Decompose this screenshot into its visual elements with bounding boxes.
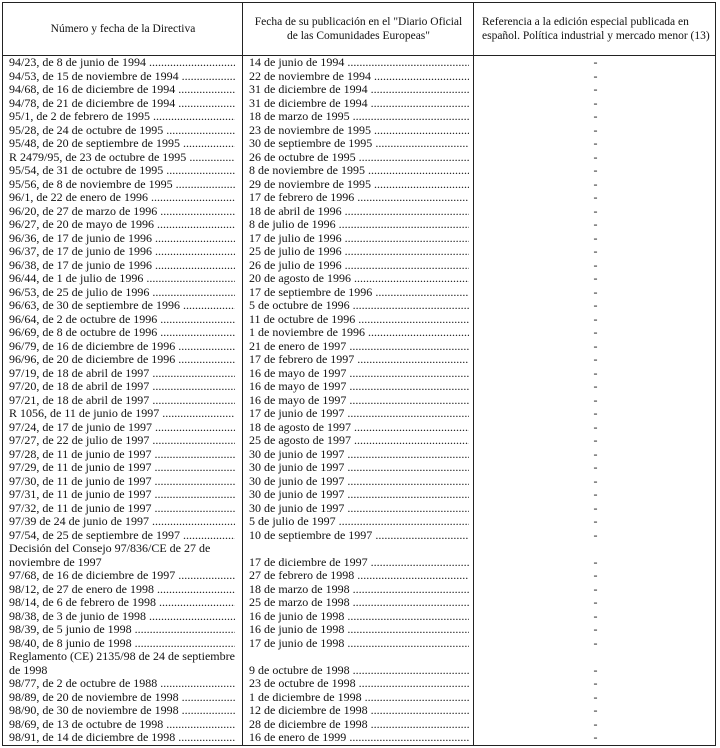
reference-cell: - xyxy=(593,608,598,623)
publication-text: 25 de marzo de 1998 xyxy=(249,596,350,609)
directive-text: 96/79, de 16 de diciembre de 1996 xyxy=(9,339,176,353)
publication-text: 18 de agosto de 1997 xyxy=(249,420,351,434)
table-row xyxy=(3,124,715,138)
directive-cell xyxy=(9,583,235,597)
publication-cell xyxy=(249,569,469,583)
publication-cell xyxy=(249,232,469,246)
directive-text: 95/56, de 8 de noviembre de 1995 xyxy=(9,177,173,191)
publication-cell xyxy=(249,245,469,259)
publication-cell xyxy=(249,475,469,489)
publication-cell xyxy=(249,110,469,124)
table-row xyxy=(3,677,715,691)
directive-text: 97/20, de 18 de abril de 1997 xyxy=(9,380,150,393)
reference-cell: - xyxy=(593,500,598,515)
publication-text: 16 de enero de 1999 xyxy=(249,731,347,744)
directive-cell xyxy=(9,610,235,624)
reference-cell: - xyxy=(593,514,598,528)
directive-cell xyxy=(9,97,235,111)
table-row xyxy=(3,97,715,111)
directive-text: Decisión del Consejo 97/836/CE de 27 de noviembre de 1997 xyxy=(9,542,211,569)
publication-text: 27 de febrero de 1998 xyxy=(249,569,355,582)
directive-text: 97/19, de 18 de abril de 1997 xyxy=(9,366,150,380)
reference-cell: - xyxy=(593,82,598,96)
publication-cell xyxy=(249,299,469,313)
directive-text: 96/36, de 17 de junio de 1996 xyxy=(9,231,152,245)
directive-text: 98/69, de 13 de octubre de 1998 xyxy=(9,717,164,731)
directive-cell xyxy=(9,326,235,340)
table-row xyxy=(3,542,715,569)
publication-cell xyxy=(249,691,469,705)
directive-cell xyxy=(9,353,235,367)
publication-text: 16 de junio de 1998 xyxy=(249,609,345,623)
publication-cell xyxy=(249,421,469,435)
reference-cell: - xyxy=(593,163,598,177)
publication-cell xyxy=(249,664,469,678)
reference-cell: - xyxy=(593,203,598,218)
directive-cell xyxy=(9,367,235,381)
directive-text: 97/30, de 11 de junio de 1997 xyxy=(9,474,152,488)
table-row xyxy=(3,731,715,745)
directive-cell xyxy=(9,110,235,124)
directive-text: Reglamento (CE) 2135/98 de 24 de septiembre de 1998 xyxy=(9,650,235,677)
directive-text: 97/31, de 11 de junio de 1997 xyxy=(9,488,152,501)
publication-cell xyxy=(249,191,469,205)
table-row xyxy=(3,650,715,677)
reference-cell: - xyxy=(593,473,598,488)
publication-text: 28 de diciembre de 1998 xyxy=(249,717,368,731)
table-row xyxy=(3,380,715,394)
table-row xyxy=(3,421,715,435)
directive-cell xyxy=(9,340,235,354)
publication-text: 31 de diciembre de 1994 xyxy=(249,96,368,110)
publication-cell xyxy=(249,286,469,300)
directive-text: 98/14, de 6 de febrero de 1998 xyxy=(9,596,156,609)
publication-cell xyxy=(249,97,469,111)
table-row xyxy=(3,488,715,502)
table-row xyxy=(3,272,715,286)
publication-text: 30 de junio de 1997 xyxy=(249,474,345,488)
directive-text: 96/44, de 1 de julio de 1996 xyxy=(9,272,144,285)
directive-cell xyxy=(9,502,235,516)
directive-cell xyxy=(9,232,235,246)
publication-text: 16 de mayo de 1997 xyxy=(249,393,347,407)
directive-cell xyxy=(9,272,235,286)
table-row xyxy=(3,610,715,624)
reference-cell: - xyxy=(593,730,598,744)
publication-cell xyxy=(249,677,469,691)
directive-text: 94/68, de 16 de diciembre de 1994 xyxy=(9,83,176,96)
table-row xyxy=(3,178,715,192)
directive-cell xyxy=(9,691,235,705)
publication-cell xyxy=(249,367,469,381)
table-row xyxy=(3,164,715,178)
reference-cell: - xyxy=(593,635,598,650)
table-row xyxy=(3,596,715,610)
publication-text: 20 de agosto de 1996 xyxy=(249,272,351,285)
table-row xyxy=(3,583,715,597)
publication-text: 23 de noviembre de 1995 xyxy=(249,123,371,137)
directive-text: 97/29, de 11 de junio de 1997 xyxy=(9,461,152,474)
reference-cell: - xyxy=(593,298,598,312)
directive-cell xyxy=(9,407,235,421)
reference-cell: - xyxy=(593,595,598,609)
publication-text: 18 de abril de 1996 xyxy=(249,204,342,218)
reference-cell: - xyxy=(593,662,598,677)
publication-text: 30 de junio de 1997 xyxy=(249,501,345,515)
directive-text: 98/91, de 14 de diciembre de 1998 xyxy=(9,731,176,744)
directive-cell xyxy=(9,191,235,205)
publication-cell xyxy=(249,556,469,570)
publication-text: 8 de julio de 1996 xyxy=(249,218,336,231)
publication-text: 25 de julio de 1996 xyxy=(249,245,342,258)
publication-text: 17 de junio de 1998 xyxy=(249,636,345,650)
reference-cell: - xyxy=(593,217,598,231)
publication-text: 18 de marzo de 1995 xyxy=(249,110,350,123)
directive-text: 96/96, de 20 de diciembre de 1996 xyxy=(9,353,176,366)
directive-text: 96/1, de 22 de enero de 1996 xyxy=(9,191,148,204)
publication-text: 9 de octubre de 1998 xyxy=(249,663,350,677)
directive-text: 98/12, de 27 de enero de 1998 xyxy=(9,582,154,596)
directive-cell xyxy=(9,677,235,691)
directive-text: 96/27, de 20 de mayo de 1996 xyxy=(9,218,154,231)
directive-cell xyxy=(9,475,235,489)
directive-text: 98/89, de 20 de noviembre de 1998 xyxy=(9,690,179,704)
table-body xyxy=(3,56,715,745)
table-row xyxy=(3,502,715,516)
publication-cell xyxy=(249,731,469,745)
publication-cell xyxy=(249,218,469,232)
directive-cell xyxy=(9,56,235,70)
directive-text: R 2479/95, de 23 de octubre de 1995 xyxy=(9,150,187,164)
publication-text: 31 de diciembre de 1994 xyxy=(249,83,368,96)
publication-text: 17 de septiembre de 1996 xyxy=(249,285,373,299)
table-row xyxy=(3,394,715,408)
reference-cell: - xyxy=(593,311,598,326)
directive-cell xyxy=(9,70,235,84)
directive-cell xyxy=(9,704,235,718)
publication-text: 16 de junio de 1998 xyxy=(249,623,345,636)
directive-cell xyxy=(9,218,235,232)
publication-text: 26 de julio de 1996 xyxy=(249,258,342,272)
table-row xyxy=(3,191,715,205)
directive-cell xyxy=(9,164,235,178)
publication-text: 17 de febrero de 1997 xyxy=(249,353,355,366)
publication-cell xyxy=(249,56,469,70)
directive-cell xyxy=(9,313,235,327)
table-row xyxy=(3,448,715,462)
directive-text: 96/53, de 25 de julio de 1996 xyxy=(9,285,150,299)
table-row xyxy=(3,475,715,489)
publication-text: 1 de diciembre de 1998 xyxy=(249,690,362,704)
publication-cell xyxy=(249,434,469,448)
reference-cell: - xyxy=(593,149,598,164)
reference-cell: - xyxy=(593,433,598,447)
publication-cell xyxy=(249,583,469,597)
publication-text: 29 de noviembre de 1995 xyxy=(249,177,371,191)
directive-cell xyxy=(9,245,235,259)
reference-cell: - xyxy=(593,676,598,690)
table-row xyxy=(3,245,715,259)
directive-text: 97/54, de 25 de septiembre de 1997 xyxy=(9,528,180,542)
reference-cell: - xyxy=(593,460,598,474)
directive-text: 97/28, de 11 de junio de 1997 xyxy=(9,447,152,461)
directive-cell xyxy=(9,259,235,273)
directive-cell xyxy=(9,178,235,192)
publication-cell xyxy=(249,151,469,165)
table-row xyxy=(3,205,715,219)
publication-text: 8 de noviembre de 1995 xyxy=(249,164,365,177)
table-row xyxy=(3,340,715,354)
directive-text: 97/32, de 11 de junio de 1997 xyxy=(9,501,152,515)
directives-table xyxy=(2,2,716,746)
reference-cell: - xyxy=(593,581,598,596)
directive-text: 97/24, de 17 de junio de 1997 xyxy=(9,420,152,434)
directive-cell xyxy=(9,137,235,151)
reference-cell: - xyxy=(593,95,598,110)
reference-cell: - xyxy=(593,338,598,353)
reference-cell: - xyxy=(593,230,598,245)
publication-cell xyxy=(249,610,469,624)
directive-text: 94/53, de 15 de noviembre de 1994 xyxy=(9,69,179,83)
table-row xyxy=(3,623,715,637)
reference-cell: - xyxy=(593,176,598,191)
directive-text: 96/63, de 30 de septiembre de 1996 xyxy=(9,299,180,312)
reference-cell: - xyxy=(593,689,598,704)
publication-cell xyxy=(249,515,469,529)
reference-cell: - xyxy=(593,136,598,150)
publication-cell xyxy=(249,313,469,327)
reference-cell: - xyxy=(593,325,598,339)
directive-cell xyxy=(9,637,235,651)
reference-cell: - xyxy=(593,554,598,569)
table-row xyxy=(3,367,715,381)
reference-cell: - xyxy=(593,527,598,542)
table-row xyxy=(3,110,715,124)
publication-cell xyxy=(249,124,469,138)
reference-cell: - xyxy=(593,122,598,137)
directive-cell xyxy=(9,380,235,394)
directive-cell xyxy=(9,205,235,219)
publication-cell xyxy=(249,326,469,340)
reference-cell: - xyxy=(593,392,598,407)
directive-cell xyxy=(9,515,235,529)
table-row xyxy=(3,704,715,718)
table-row xyxy=(3,56,715,70)
publication-text: 23 de octubre de 1998 xyxy=(249,677,356,690)
publication-cell xyxy=(249,83,469,97)
publication-text: 30 de junio de 1997 xyxy=(249,461,345,474)
directive-text: 94/23, de 8 de junio de 1994 xyxy=(9,56,146,69)
directive-cell xyxy=(9,448,235,462)
directive-cell xyxy=(9,731,235,745)
publication-cell xyxy=(249,488,469,502)
header-publication-date: Fecha de su publicación en el "Diario Oficial de las Comunidades Europeas" xyxy=(254,16,463,42)
publication-cell xyxy=(249,448,469,462)
table-row xyxy=(3,232,715,246)
publication-text: 17 de febrero de 1996 xyxy=(249,191,355,204)
publication-cell xyxy=(249,718,469,732)
reference-cell: - xyxy=(593,446,598,461)
directive-cell xyxy=(9,718,235,732)
directive-text: 96/38, de 17 de junio de 1996 xyxy=(9,258,152,272)
table-row xyxy=(3,83,715,97)
directive-cell xyxy=(9,421,235,435)
table-row xyxy=(3,434,715,448)
publication-text: 11 de octubre de 1996 xyxy=(249,312,356,326)
directive-cell xyxy=(9,434,235,448)
publication-cell xyxy=(249,137,469,151)
directive-cell xyxy=(9,569,235,583)
reference-cell: - xyxy=(593,352,598,366)
directive-cell xyxy=(9,286,235,300)
publication-cell xyxy=(249,178,469,192)
directive-cell xyxy=(9,488,235,502)
reference-cell: - xyxy=(593,419,598,434)
directive-text: 95/48, de 20 de septiembre de 1995 xyxy=(9,137,180,150)
directive-text: 95/28, de 24 de octubre de 1995 xyxy=(9,123,164,137)
publication-cell xyxy=(249,704,469,718)
publication-text: 17 de julio de 1996 xyxy=(249,231,342,245)
publication-text: 10 de septiembre de 1997 xyxy=(249,528,373,542)
publication-text: 21 de enero de 1997 xyxy=(249,339,347,353)
directive-text: 98/77, de 2 de octubre de 1988 xyxy=(9,677,158,690)
publication-text: 5 de julio de 1997 xyxy=(249,515,336,528)
publication-text: 17 de diciembre de 1997 xyxy=(249,555,368,569)
directive-text: 97/68, de 16 de diciembre de 1997 xyxy=(9,569,176,582)
publication-cell xyxy=(249,394,469,408)
table-row xyxy=(3,691,715,705)
directive-text: 96/37, de 17 de junio de 1996 xyxy=(9,245,152,258)
directive-cell xyxy=(9,623,235,637)
directive-text: 98/40, de 8 junio de 1998 xyxy=(9,636,132,650)
directive-text: R 1056, de 11 de junio de 1997 xyxy=(9,407,160,420)
publication-cell xyxy=(249,596,469,610)
publication-cell xyxy=(249,340,469,354)
reference-cell: - xyxy=(593,284,598,299)
publication-cell xyxy=(249,205,469,219)
directive-text: 96/20, de 27 de marzo de 1996 xyxy=(9,204,158,218)
directive-text: 95/54, de 31 de octubre de 1995 xyxy=(9,164,164,177)
reference-cell: - xyxy=(593,55,598,69)
table-row xyxy=(3,286,715,300)
table-row xyxy=(3,259,715,273)
directive-text: 95/1, de 2 de febrero de 1995 xyxy=(9,110,150,123)
publication-text: 22 de noviembre de 1994 xyxy=(249,69,371,83)
publication-text: 18 de marzo de 1998 xyxy=(249,582,350,596)
reference-cell: - xyxy=(593,109,598,123)
table-row xyxy=(3,299,715,313)
publication-cell xyxy=(249,529,469,543)
reference-cell: - xyxy=(593,716,598,731)
publication-cell xyxy=(249,623,469,637)
publication-cell xyxy=(249,461,469,475)
reference-cell: - xyxy=(593,622,598,636)
publication-text: 16 de mayo de 1997 xyxy=(249,380,347,393)
directive-text: 98/38, de 3 de junio de 1998 xyxy=(9,609,146,623)
directive-cell xyxy=(9,529,235,543)
reference-cell: - xyxy=(593,68,598,83)
reference-cell: - xyxy=(593,257,598,272)
directive-cell xyxy=(9,151,235,165)
publication-cell xyxy=(249,164,469,178)
directive-cell xyxy=(9,650,235,677)
publication-text: 16 de mayo de 1997 xyxy=(249,366,347,380)
publication-cell xyxy=(249,407,469,421)
reference-cell: - xyxy=(593,406,598,420)
directive-cell xyxy=(9,299,235,313)
reference-cell: - xyxy=(593,487,598,501)
directive-cell xyxy=(9,596,235,610)
table-row xyxy=(3,151,715,165)
reference-cell: - xyxy=(593,190,598,204)
table-row xyxy=(3,137,715,151)
table-row xyxy=(3,461,715,475)
directive-cell xyxy=(9,394,235,408)
publication-text: 26 de octubre de 1995 xyxy=(249,150,356,164)
header-special-edition-reference: Referencia a la edición especial publicada en español. Política industrial y mercado menor (13) xyxy=(482,16,710,42)
table-row xyxy=(3,313,715,327)
publication-text: 25 de agosto de 1997 xyxy=(249,434,351,447)
publication-text: 1 de noviembre de 1996 xyxy=(249,326,365,339)
directive-cell xyxy=(9,124,235,138)
publication-text: 30 de septiembre de 1995 xyxy=(249,137,373,150)
publication-cell xyxy=(249,637,469,651)
publication-text: 12 de diciembre de 1998 xyxy=(249,704,368,717)
directive-text: 97/39 de 24 de junio de 1997 xyxy=(9,515,149,528)
table-row xyxy=(3,218,715,232)
publication-cell xyxy=(249,259,469,273)
table-row xyxy=(3,326,715,340)
directive-text: 94/78, de 21 de diciembre de 1994 xyxy=(9,96,176,110)
table-row xyxy=(3,569,715,583)
table-row xyxy=(3,529,715,543)
directive-text: 97/27, de 22 de julio de 1997 xyxy=(9,434,150,447)
reference-cell: - xyxy=(593,365,598,380)
reference-cell: - xyxy=(593,568,598,582)
publication-cell xyxy=(249,502,469,516)
table-row xyxy=(3,407,715,421)
table-row xyxy=(3,70,715,84)
table-row xyxy=(3,515,715,529)
publication-text: 5 de octubre de 1996 xyxy=(249,299,350,312)
publication-text: 14 de junio de 1994 xyxy=(249,56,345,69)
table-row xyxy=(3,353,715,367)
publication-cell xyxy=(249,70,469,84)
header-directive-number-date: Número y fecha de la Directiva xyxy=(50,23,196,35)
publication-cell xyxy=(249,353,469,367)
directive-text: 97/21, de 18 de abril de 1997 xyxy=(9,393,150,407)
publication-cell xyxy=(249,380,469,394)
directive-text: 96/69, de 8 de octubre de 1996 xyxy=(9,326,158,339)
directive-text: 98/39, de 5 junio de 1998 xyxy=(9,623,132,636)
publication-cell xyxy=(249,272,469,286)
reference-cell: - xyxy=(593,271,598,285)
directive-cell xyxy=(9,542,235,569)
directive-text: 98/90, de 30 de noviembre de 1998 xyxy=(9,704,179,717)
table-row xyxy=(3,718,715,732)
publication-text: 30 de junio de 1997 xyxy=(249,447,345,461)
table-row xyxy=(3,637,715,651)
directive-text: 96/64, de 2 de octubre de 1996 xyxy=(9,312,158,326)
reference-cell: - xyxy=(593,379,598,393)
directive-cell xyxy=(9,461,235,475)
reference-cell: - xyxy=(593,244,598,258)
publication-text: 17 de junio de 1997 xyxy=(249,407,345,420)
reference-cell: - xyxy=(593,703,598,717)
publication-text: 30 de junio de 1997 xyxy=(249,488,345,501)
directive-cell xyxy=(9,83,235,97)
